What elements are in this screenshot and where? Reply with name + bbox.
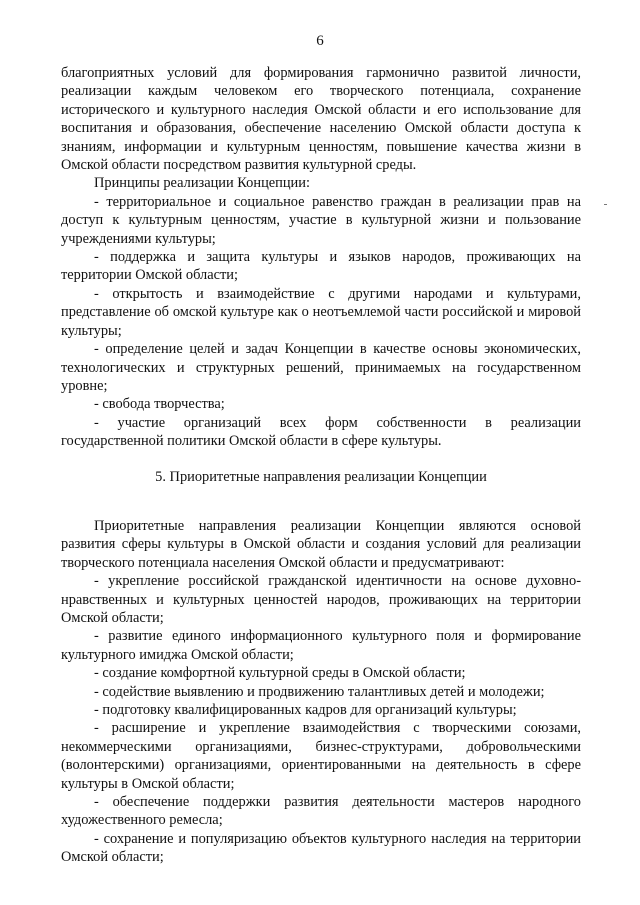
list-item: - обеспечение поддержки развития деятельности мастеров народного художественного ремесла; bbox=[61, 794, 581, 829]
document-body bbox=[61, 64, 581, 867]
list-item: - содействие выявлению и продвижению талантливых детей и молодежи; bbox=[94, 683, 545, 700]
list-item: - сохранение и популяризацию объектов культурного наследия на территории Омской области; bbox=[61, 830, 581, 866]
list-item: - территориальное и социальное равенство граждан в реализации прав на доступ к культурным ценностям, участие в культурной жизни и пользование учреждениями культуры; bbox=[61, 193, 581, 247]
principles-intro: Принципы реализации Концепции: bbox=[94, 175, 310, 192]
list-item: - создание комфортной культурной среды в Омской области; bbox=[94, 665, 466, 682]
list-item: - участие организаций всех форм собственности в реализации государственной политики Омской области в сфере культуры. bbox=[61, 414, 581, 450]
list-item: - свобода творчества; bbox=[94, 396, 225, 413]
list-item: - открытость и взаимодействие с другими народами и культурами, представление об омской культуре как о неотъемлемой части российской и мировой культуры; bbox=[61, 285, 581, 339]
list-item: - подготовку квалифицированных кадров для организаций культуры; bbox=[94, 702, 517, 718]
list-item: - укрепление российской гражданской идентичности на основе духовно-нравственных и культурных ценностей народов, проживающих на территории Омской области; bbox=[61, 573, 581, 626]
section-heading: 5. Приоритетные направления реализации Концепции bbox=[155, 468, 487, 485]
list-item: - расширение и укрепление взаимодействия с творческими союзами, некоммерческими организациями, бизнес-структурами, добровольческими (волонтерскими) организациями, ориентированными на деятельность в сфере культуры в Омской области; bbox=[61, 720, 581, 792]
list-item: - определение целей и задач Концепции в качестве основы экономических, технологических и структурных решений, принимаемых на государственном уровне; bbox=[61, 341, 581, 394]
section-intro: Приоритетные направления реализации Концепции являются основой развития сферы культуры в Омской области и создания условий для реализации творческого потенциала населения Омской области и предусматривают: bbox=[61, 517, 581, 571]
list-item: - развитие единого информационного культурного поля и формирование культурного имиджа Омской области; bbox=[61, 628, 581, 663]
paragraph-continuation: благоприятных условий для формирования гармонично развитой личности, реализации каждым человеком его творческого потенциала, сохранение исторического и культурного наследия Омской области и его использование для воспитания и образования, обеспечение населению Омской области доступа к знаниям, информации и культурным ценностям, повышение качества жизни в Омской области посредством развития культурной среды. bbox=[61, 65, 581, 174]
list-item: - поддержка и защита культуры и языков народов, проживающих на территории Омской области; bbox=[61, 249, 581, 284]
page-number: 6 bbox=[316, 33, 324, 49]
scan-mark bbox=[604, 204, 607, 205]
